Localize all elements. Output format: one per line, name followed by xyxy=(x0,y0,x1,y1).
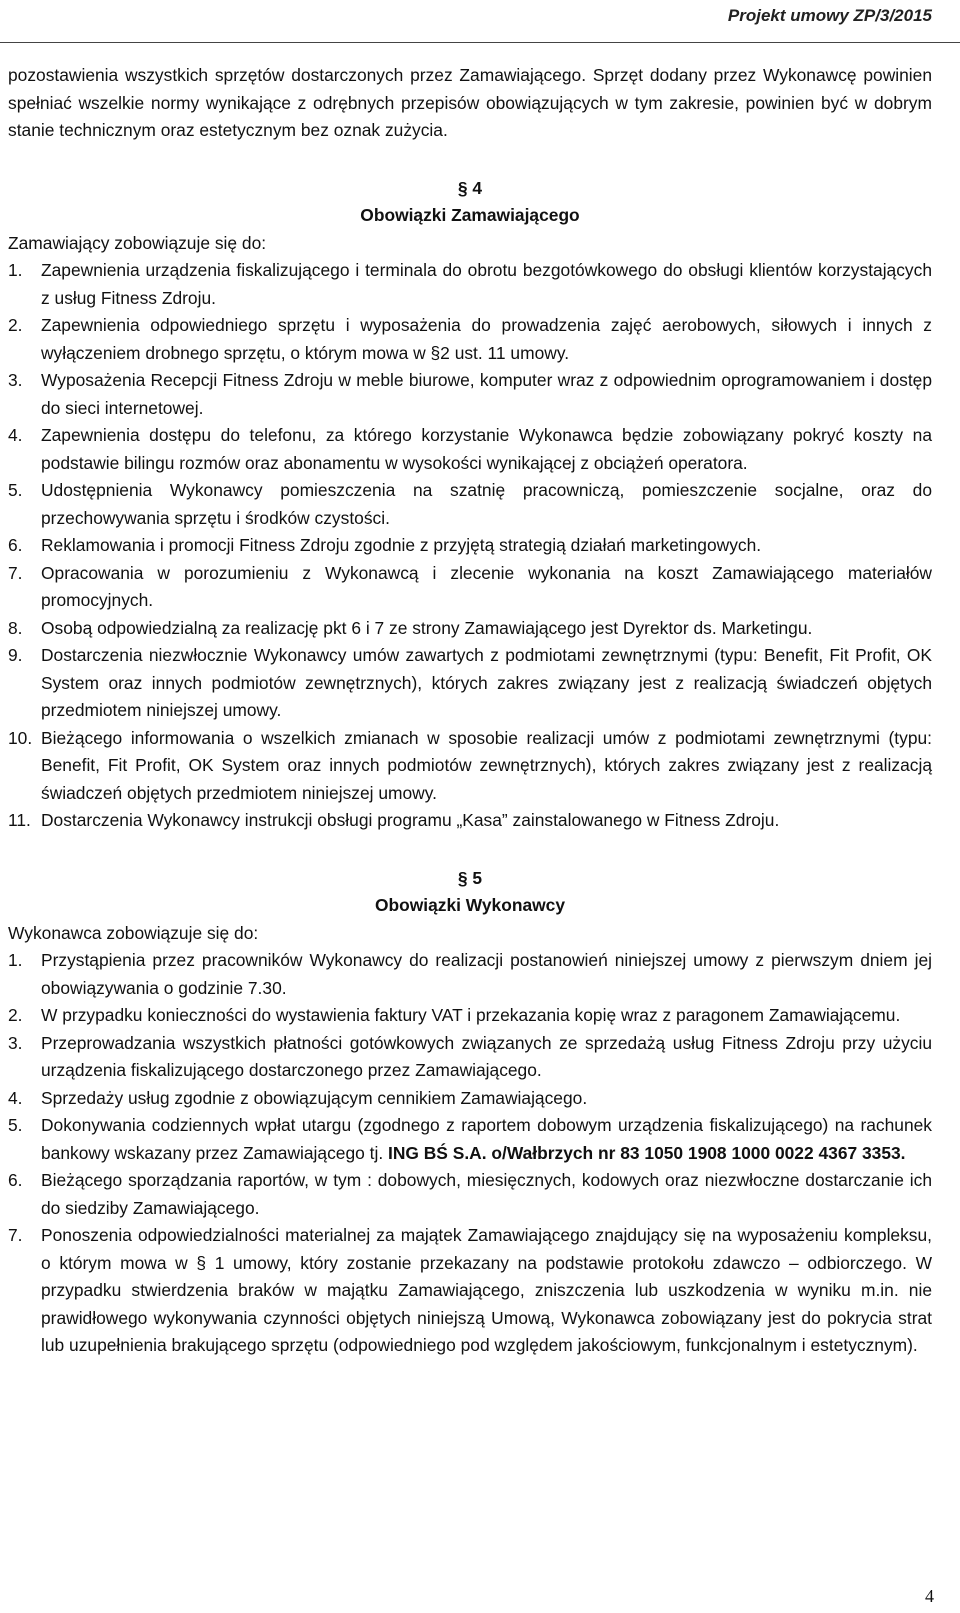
item-number: 2. xyxy=(8,1005,23,1025)
page-content xyxy=(8,62,932,1360)
item-text: Dostarczenia niezwłocznie Wykonawcy umów zawartych z podmiotami zewnętrznymi (typu: Benefit, Fit Profit, OK System oraz innych podmiotów zewnętrznych), których zakres związany jest z realizacją świadczeń objętych przedmiotem niniejszej umowy. xyxy=(41,645,932,720)
item-text: Opracowania w porozumieniu z Wykonawcą i zlecenie wykonania na koszt Zamawiającego materiałów promocyjnych. xyxy=(41,562,932,610)
section-4-number: § 4 xyxy=(457,177,483,198)
item-text: Dokonywania codziennych wpłat utargu (zgodnego z raportem dobowym urządzenia fiskalizującego) na rachunek bankowy wskazany przez Zamawiającego tj. xyxy=(41,1115,932,1163)
item-text: Wyposażenia Recepcji Fitness Zdroju w meble biurowe, komputer wraz z odpowiednim oprogramowaniem i dostęp do sieci internetowej. xyxy=(41,370,932,418)
list-item xyxy=(8,367,932,422)
section-5-intro: Wykonawca zobowiązuje się do: xyxy=(8,922,259,943)
list-item xyxy=(8,615,932,643)
section-4-intro: Zamawiający zobowiązuje się do: xyxy=(8,232,267,253)
item-number: 8. xyxy=(8,617,23,638)
section-5-title: Obowiązki Wykonawcy xyxy=(374,895,566,915)
section-5 xyxy=(8,865,932,1360)
bank-account-details: ING BŚ S.A. o/Wałbrzych nr 83 1050 1908 1000 0022 4367 3353. xyxy=(388,1142,906,1163)
item-text: W przypadku konieczności do wystawienia faktury VAT i przekazania kopię wraz z paragonem Zamawiającemu. xyxy=(41,1005,901,1025)
item-number: 7. xyxy=(8,562,23,583)
item-number: 10. xyxy=(8,727,33,748)
item-number: 1. xyxy=(8,260,23,280)
list-item xyxy=(8,312,932,367)
item-number: 5. xyxy=(8,1115,23,1135)
item-number: 3. xyxy=(8,370,23,390)
item-text: Zapewnienia odpowiedniego sprzętu i wyposażenia do prowadzenia zajęć aerobowych, siłowych i innych z wyłączeniem drobnego sprzętu, o którym mowa w §2 ust. 11 umowy. xyxy=(41,315,932,363)
section-4-list xyxy=(8,257,932,835)
item-text: Zapewnienia urządzenia fiskalizującego i terminala do obrotu bezgotówkowego do obsługi klientów korzystających z usług Fitness Zdroju. xyxy=(41,260,932,308)
item-text: Przystąpienia przez pracowników Wykonawcy do realizacji postanowień niniejszej umowy z pierwszym dniem jej obowiązywania o godzinie 7.30. xyxy=(41,950,932,998)
item-text: Reklamowania i promocji Fitness Zdroju zgodnie z przyjętą strategią działań marketingowych. xyxy=(41,535,762,555)
list-item xyxy=(8,1030,932,1085)
section-4-title: Obowiązki Zamawiającego xyxy=(360,205,580,225)
section-5-list xyxy=(8,947,932,1360)
list-item xyxy=(8,422,932,477)
item-number: 9. xyxy=(8,645,23,665)
item-text: Przeprowadzania wszystkich płatności gotówkowych związanych ze sprzedażą usług Fitness Zdroju przy użyciu urządzenia fiskalizującego dostarczonego przez Zamawiającego. xyxy=(41,1032,932,1080)
list-item xyxy=(8,1085,932,1113)
item-text: Bieżącego informowania o wszelkich zmianach w sposobie realizacji umów z podmiotami zewnętrznymi (typu: Benefit, Fit Profit, OK System oraz innych podmiotów zewnętrznych), których zakres związany jest z realizacją świadczeń objętych przedmiotem niniejszej umowy. xyxy=(41,727,932,803)
item-text: Osobą odpowiedzialną za realizację pkt 6 i 7 ze strony Zamawiającego jest Dyrektor ds. Marketingu. xyxy=(41,617,813,638)
item-number: 6. xyxy=(8,535,23,555)
item-number: 11. xyxy=(8,810,31,830)
item-number: 5. xyxy=(8,480,23,500)
page-number: 4 xyxy=(925,1586,934,1606)
document-reference: Projekt umowy ZP/3/2015 xyxy=(727,6,932,25)
item-text: Zapewnienia dostępu do telefonu, za którego korzystanie Wykonawca będzie zobowiązany pokryć koszty na podstawie bilingu rozmów oraz abonamentu w wysokości wynikającej z obciążeń operatora. xyxy=(41,425,932,473)
item-text: Ponoszenia odpowiedzialności materialnej za majątek Zamawiającego znajdujący się na wyposażeniu kompleksu, o którym mowa w § 1 umowy, który zostanie przekazany na podstawie protokołu zdawczo – odbiorczego. W przypadku stwierdzenia braków w majątku Zamawiającego, zniszczenia lub uszkodzenia w wyniku m.in. nie prawidłowego wykonywania czynności objętych niniejszą Umową, Wykonawca zobowiązany jest do pokrycia strat lub uzupełnienia brakującego sprzętu (odpowiedniego pod względem jakościowym, funkcjonalnym i estetycznym). xyxy=(41,1225,932,1355)
item-number: 7. xyxy=(8,1225,23,1245)
list-item xyxy=(8,947,932,1002)
list-item xyxy=(8,807,932,835)
list-item xyxy=(8,477,932,532)
list-item xyxy=(8,642,932,725)
item-text: Dostarczenia Wykonawcy instrukcji obsługi programu „Kasa” zainstalowanego w Fitness Zdroju. xyxy=(41,810,780,830)
item-number: 4. xyxy=(8,1087,23,1108)
list-item xyxy=(8,532,932,560)
list-item xyxy=(8,257,932,312)
list-item xyxy=(8,560,932,615)
list-item xyxy=(8,1167,932,1222)
intro-paragraph: pozostawienia wszystkich sprzętów dostarczonych przez Zamawiającego. Sprzęt dodany przez Wykonawcę powinien spełniać wszelkie normy wynikające z odrębnych przepisów obowiązujących w tym zakresie, powinien być w dobrym stanie technicznym oraz estetycznym bez oznak zużycia. xyxy=(8,65,932,140)
section-5-number: § 5 xyxy=(457,867,483,888)
item-number: 6. xyxy=(8,1170,23,1190)
list-item xyxy=(8,1112,932,1167)
item-number: 1. xyxy=(8,950,23,970)
item-number: 2. xyxy=(8,315,23,335)
list-item xyxy=(8,725,932,808)
item-number: 4. xyxy=(8,425,23,445)
section-4 xyxy=(8,175,932,835)
header-rule xyxy=(0,42,960,43)
list-item xyxy=(8,1222,932,1360)
item-text: Bieżącego sporządzania raportów, w tym : dobowych, miesięcznych, kodowych oraz niezwłoczne dostarczanie ich do siedziby Zamawiającego. xyxy=(41,1170,932,1218)
item-text: Sprzedaży usług zgodnie z obowiązującym cennikiem Zamawiającego. xyxy=(41,1087,588,1108)
item-text: Udostępnienia Wykonawcy pomieszczenia na szatnię pracowniczą, pomieszczenie socjalne, oraz do przechowywania sprzętu i środków czystości. xyxy=(41,480,932,528)
item-number: 3. xyxy=(8,1032,23,1053)
list-item xyxy=(8,1002,932,1030)
